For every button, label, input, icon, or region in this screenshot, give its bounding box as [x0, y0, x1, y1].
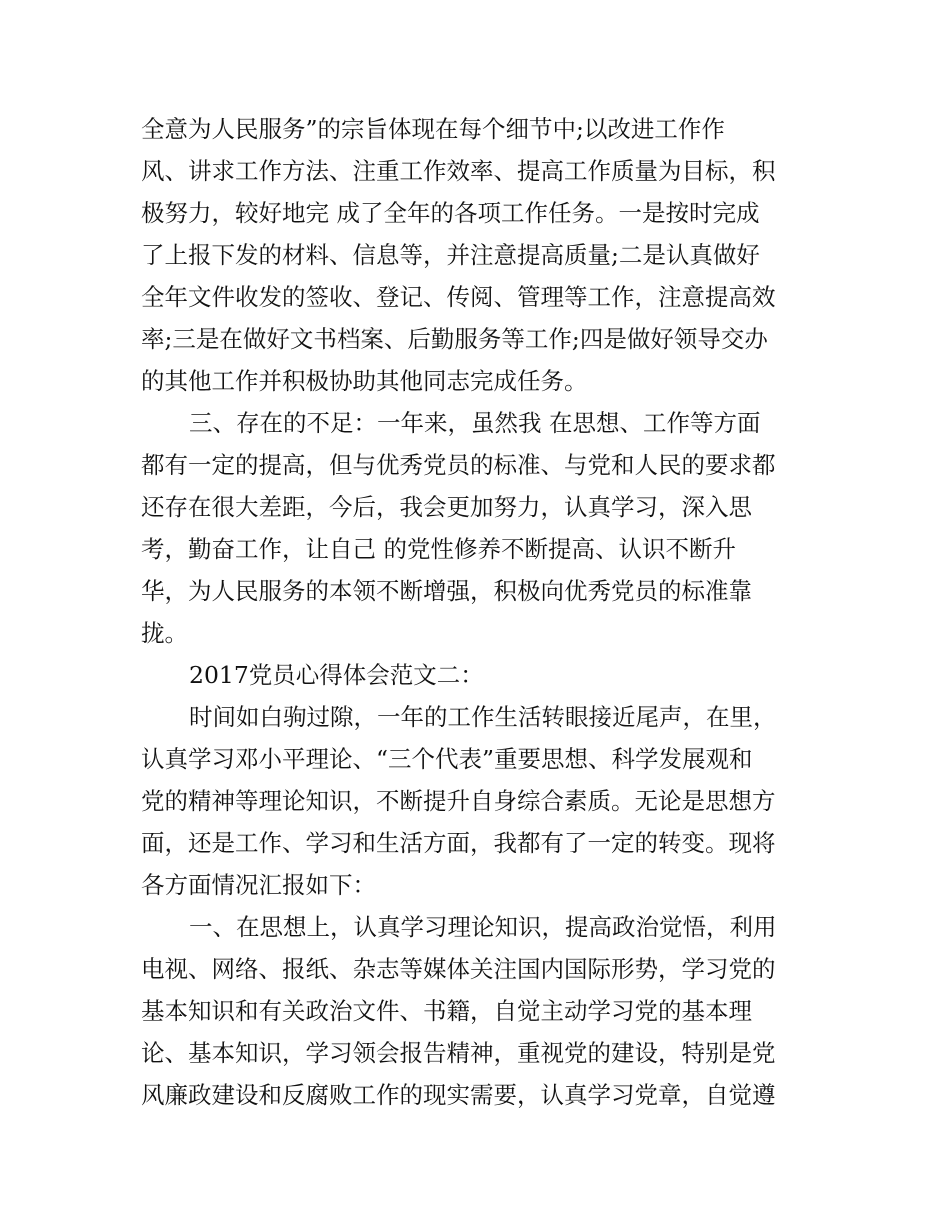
paragraph-start-line: 时间如白驹过隙，一年的工作生活转眼接近尾声，在里， — [189, 703, 777, 731]
text-line: 率;三是在做好文书档案、后勤服务等工作;四是做好领导交办 — [141, 325, 768, 353]
text-line: 的其他工作并积极协助其他同志完成任务。 — [141, 367, 588, 395]
text-line: 还存在很大差距，今后，我会更加努力，认真学习，深入思 — [141, 493, 752, 521]
text-line: 认真学习邓小平理论、“三个代表”重要思想、科学发展观和 — [141, 745, 753, 773]
text-line: 了上报下发的材料、信息等，并注意提高质量;二是认真做好 — [141, 241, 760, 269]
text-line: 电视、网络、报纸、杂志等媒体关注国内国际形势，学习党的 — [141, 955, 776, 983]
text-line: 党的精神等理论知识，不断提升自身综合素质。无论是思想方 — [141, 787, 776, 815]
section-heading: 2017党员心得体会范文二： — [189, 661, 484, 689]
text-line: 全意为人民服务”的宗旨体现在每个细节中;以改进工作作 — [141, 115, 725, 143]
text-line: 华，为人民服务的本领不断增强，积极向优秀党员的标准靠 — [141, 577, 752, 605]
text-line: 极努力，较好地完 成了全年的各项工作任务。一是按时完成 — [141, 199, 760, 227]
text-line: 考，勤奋工作，让自己 的党性修养不断提高、认识不断升 — [141, 535, 736, 563]
text-line: 拢。 — [141, 619, 188, 647]
paragraph-start-line: 三、存在的不足：一年来，虽然我 在思想、工作等方面 — [189, 409, 761, 437]
text-line: 风、讲求工作方法、注重工作效率、提高工作质量为目标，积 — [141, 157, 776, 185]
text-line: 面，还是工作、学习和生活方面，我都有了一定的转变。现将 — [141, 829, 776, 857]
text-line: 都有一定的提高，但与优秀党员的标准、与党和人民的要求都 — [141, 451, 776, 479]
text-line: 基本知识和有关政治文件、书籍，自觉主动学习党的基本理 — [141, 997, 752, 1025]
text-line: 全年文件收发的签收、登记、传阅、管理等工作，注意提高效 — [141, 283, 776, 311]
text-line: 论、基本知识，学习领会报告精神，重视党的建设，特别是党 — [141, 1039, 776, 1067]
text-line: 各方面情况汇报如下： — [141, 871, 376, 899]
paragraph-start-line: 一、在思想上，认真学习理论知识，提高政治觉悟，利用 — [189, 913, 777, 941]
text-line: 风廉政建设和反腐败工作的现实需要，认真学习党章，自觉遵 — [141, 1081, 776, 1109]
